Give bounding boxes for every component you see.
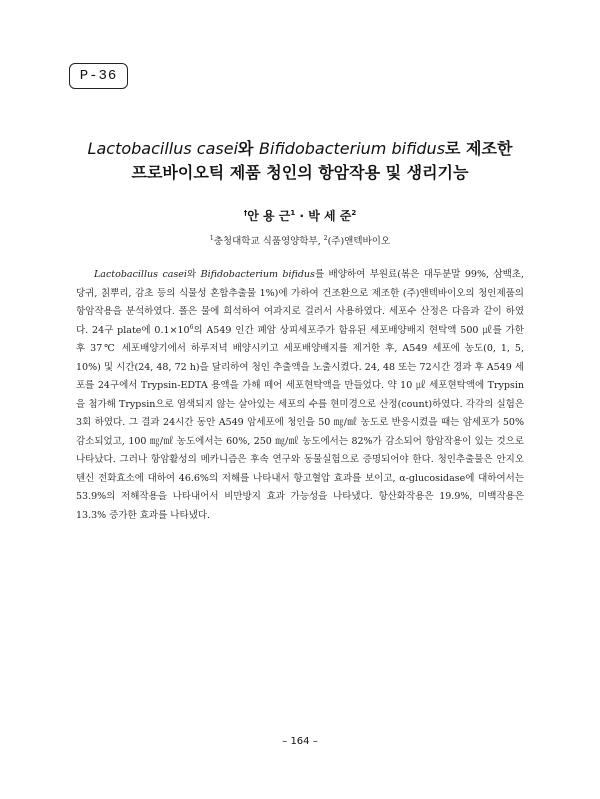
author-separator: · — [295, 209, 309, 223]
title-line-2: 프로바이오틱 제품 청인의 항암작용 및 생리기능 — [131, 163, 469, 182]
affiliation-2: (주)앤텍바이오 — [327, 236, 391, 247]
poster-number-box — [69, 63, 128, 89]
poster-number: P-36 — [79, 68, 118, 84]
title-conjunction: 와 — [238, 139, 260, 158]
title-line-1-rest: 로 제조한 — [445, 139, 513, 158]
corresponding-mark: † — [243, 209, 248, 217]
affiliation-2-number: 2 — [323, 234, 328, 242]
author-line — [0, 207, 600, 224]
title-line-1 — [40, 136, 560, 159]
abstract-paragraph — [76, 266, 524, 525]
author-1-affiliation: 1 — [290, 209, 296, 217]
affiliation-1-number: 1 — [209, 234, 214, 242]
page-number: – 164 – — [282, 736, 318, 747]
affiliation-1: 충청대학교 식품영양학부, — [213, 236, 324, 247]
abstract-text-2: 의 A549 인간 폐암 상피세포주가 함유된 세포배양배지 현탁액 500 ㎕를 가한 후 37℃ 세포배양기에서 하루저녁 배양시키고 세포배양배지를 제거한 후, A549 세포에 농도(0, 1, 5, 10%) 및 시간(24, 48, 72 h)을 달리하여 청인 추출액을 노출시켰다. 24, 48 또는 72시간 경과 후 A549 세포를 24구에서 Trypsin-EDTA 용액을 가해 떼어 세포현탁액을 만들었다. 약 10 ㎕ 세포현탁액에 Trypsin을 첨가해 Trypsin으로 염색되지 않는 살아있는 세포의 수를 현미경으로 산정(count)하였다. 각각의 실험은 3회 하였다. 그 결과 24시간 동안 A549 암세포에 청인을 50 ㎎/㎖ 농도로 반응시켰을 때는 암세포가 50% 감소되었고, 100 ㎎/㎖ 농도에서는 60%, 250 ㎎/㎖ 농도에서는 82%가 감소되어 항암작용이 있는 것으로 나타났다. 그러나 항암활성의 메카니즘은 후속 연구와 동물실험으로 증명되어야 한다. 청인추출물은 안지오텐신 전화효소에 대하여 46.6%의 저해를 나타내서 항고혈압 효과를 보이고, α-glucosidase에 대하여서는 53.9%의 저해작용을 나타내어서 비만방지 효과 가능성을 나타냈다. 항산화작용은 19.9%, 미백작용은 13.3% 증가한 효과를 나타냈다. — [76, 324, 524, 521]
abstract-exponent: 6 — [189, 323, 194, 331]
title-species-1: Lactobacillus casei — [87, 139, 239, 158]
abstract-species-1: Lactobacillus casei — [94, 269, 187, 280]
affiliations — [0, 233, 600, 247]
abstract-text-1: 를 배양하여 부원료(볶은 대두분말 99%, 삼백초, 당귀, 칡뿌리, 감초 등의 식물성 혼합추출물 1%)에 가하여 건조환으로 제조한 (주)앤텍바이오의 청인제품의 항암작용을 분석하였다. 폴은 물에 희석하여 여과지로 걸러서 사용하였다. 세포수 산정은 다음과 같이 하였다. 24구 plate에 0.1×10 — [76, 269, 524, 336]
abstract — [76, 266, 524, 525]
abstract-conjunction: 와 — [186, 269, 201, 280]
author-2: 박 세 준 — [308, 209, 352, 223]
title-species-2: Bifidobacterium bifidus — [259, 139, 446, 158]
abstract-species-2: Bifidobacterium bifidus — [200, 269, 315, 280]
author-2-affiliation: 2 — [351, 209, 357, 217]
author-1: 안 용 근 — [247, 209, 291, 223]
